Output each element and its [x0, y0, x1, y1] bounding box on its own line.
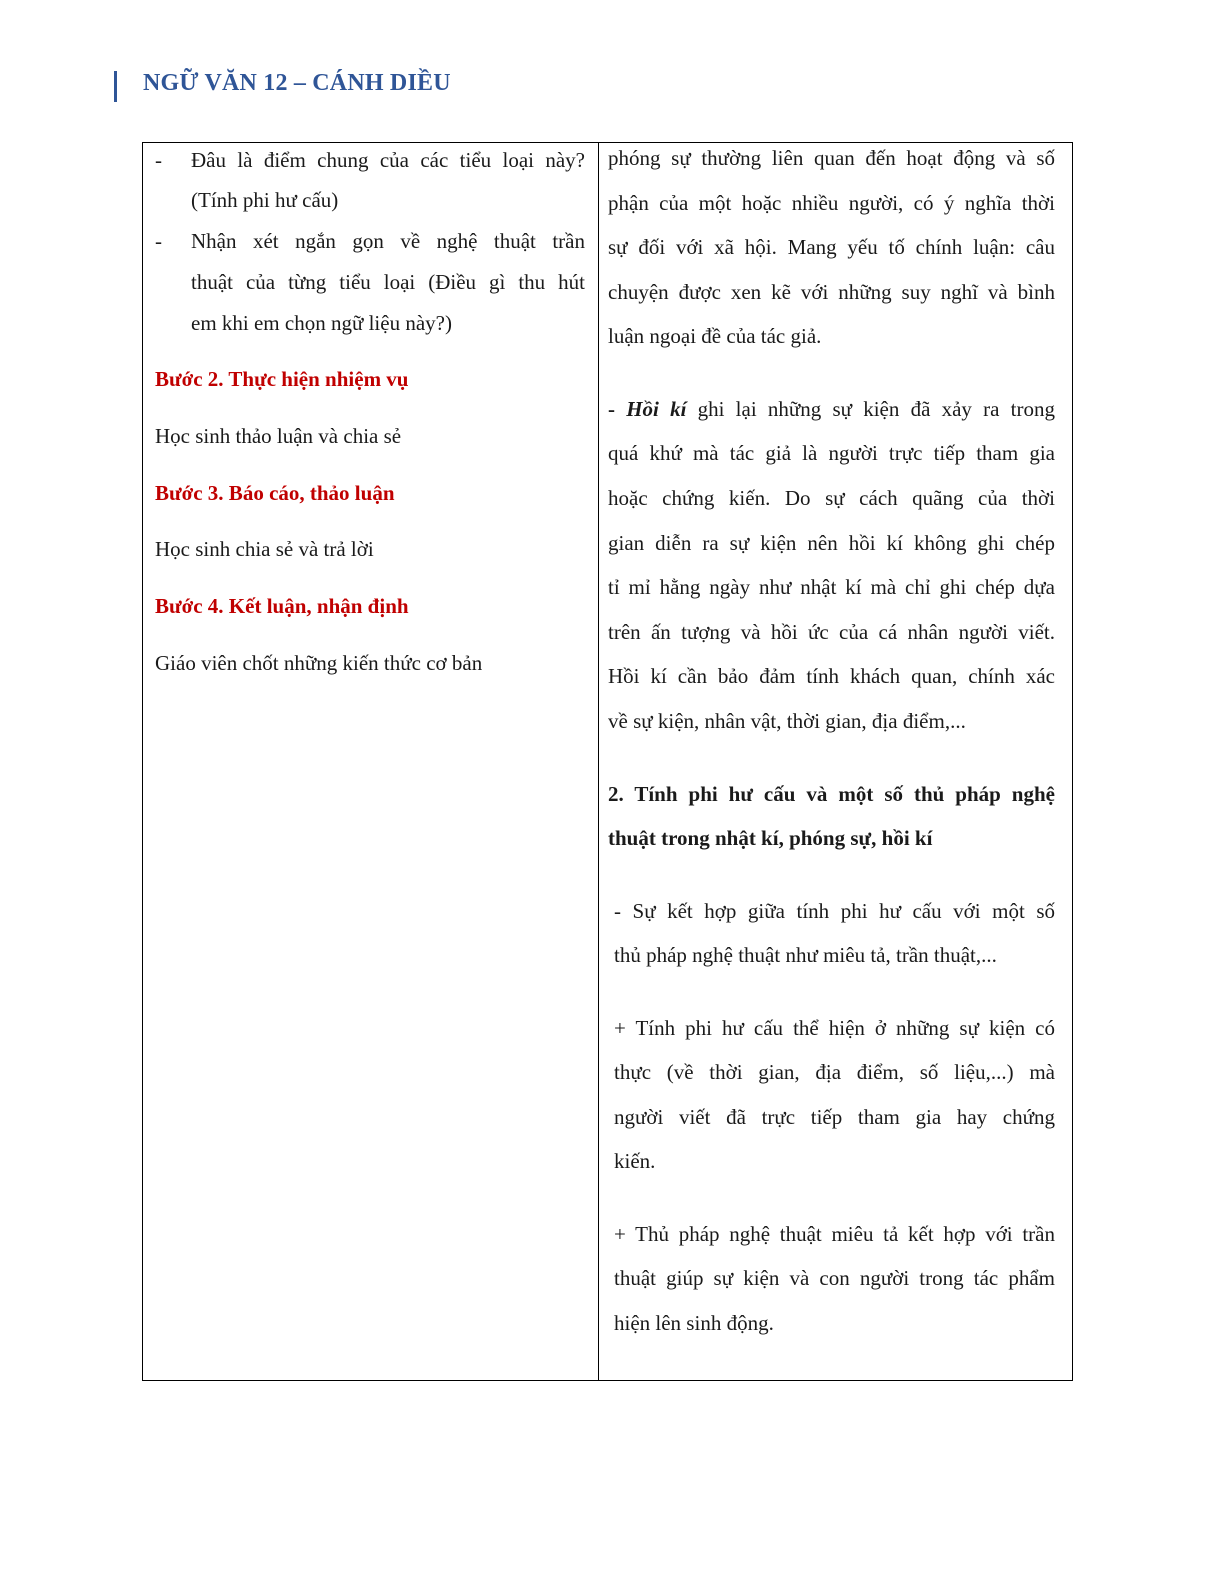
column-divider	[598, 143, 599, 1380]
phongsu-line-4: chuyện được xen kẽ với những suy nghĩ và bình	[608, 280, 1055, 304]
hoiki-term: Hồi kí	[626, 397, 687, 421]
question-2-line-1: Nhận xét ngắn gọn về nghệ thuật trần	[191, 229, 585, 253]
hoiki-line-1	[608, 397, 1055, 422]
section-2-heading-line-1: 2. Tính phi hư cấu và một số thủ pháp nghệ	[608, 782, 1055, 806]
step-3-heading: Bước 3. Báo cáo, thảo luận	[155, 481, 395, 505]
hoiki-line-7: Hồi kí cần bảo đảm tính khách quan, chính xác	[608, 664, 1055, 688]
question-1-line-2: (Tính phi hư cấu)	[191, 188, 339, 212]
phongsu-line-2: phận của một hoặc nhiều người, có ý nghĩa thời	[608, 191, 1055, 215]
phongsu-line-3: sự đối với xã hội. Mang yếu tố chính luận: câu	[608, 235, 1055, 259]
lesson-table	[142, 142, 1073, 1381]
technique-line-2: thuật giúp sự kiện và con người trong tác phẩm	[614, 1266, 1055, 1290]
bullet-dash: -	[155, 148, 162, 172]
nonfiction-line-1: + Tính phi hư cấu thể hiện ở những sự kiện có	[614, 1016, 1055, 1040]
step-3-text: Học sinh chia sẻ và trả lời	[155, 537, 374, 561]
bullet-dash: -	[155, 229, 162, 253]
step-2-text: Học sinh thảo luận và chia sẻ	[155, 424, 402, 448]
question-2-line-3: em khi em chọn ngữ liệu này?)	[191, 311, 452, 335]
technique-line-3: hiện lên sinh động.	[614, 1311, 774, 1335]
header-accent-bar	[114, 71, 117, 102]
nonfiction-line-2: thực (về thời gian, địa điểm, số liệu,...) mà	[614, 1060, 1055, 1084]
hoiki-line-1-rest: ghi lại những sự kiện đã xảy ra trong	[686, 397, 1055, 421]
nonfiction-line-3: người viết đã trực tiếp tham gia hay chứng	[614, 1105, 1055, 1129]
step-4-text: Giáo viên chốt những kiến thức cơ bản	[155, 651, 483, 675]
question-2-line-2: thuật của từng tiểu loại (Điều gì thu hút	[191, 270, 585, 294]
page-header-title: NGỮ VĂN 12 – CÁNH DIỀU	[143, 70, 451, 96]
nonfiction-line-4: kiến.	[614, 1149, 656, 1173]
phongsu-line-5: luận ngoại đề của tác giả.	[608, 324, 822, 348]
technique-line-1: + Thủ pháp nghệ thuật miêu tả kết hợp với trần	[614, 1222, 1055, 1246]
hoiki-line-3: hoặc chứng kiến. Do sự cách quãng của thời	[608, 486, 1055, 510]
phongsu-line-1: phóng sự thường liên quan đến hoạt động và số	[608, 146, 1055, 170]
section-2-heading-line-2: thuật trong nhật kí, phóng sự, hồi kí	[608, 826, 933, 850]
hoiki-line-8: về sự kiện, nhân vật, thời gian, địa điểm,...	[608, 709, 966, 733]
step-4-heading: Bước 4. Kết luận, nhận định	[155, 594, 409, 618]
step-2-heading: Bước 2. Thực hiện nhiệm vụ	[155, 367, 409, 391]
hoiki-dash: -	[608, 397, 627, 421]
hoiki-line-2: quá khứ mà tác giả là người trực tiếp tham gia	[608, 441, 1055, 465]
question-1-line-1: Đâu là điểm chung của các tiểu loại này?	[191, 148, 585, 172]
combination-line-1: - Sự kết hợp giữa tính phi hư cấu với một số	[614, 899, 1055, 923]
hoiki-line-6: trên ấn tượng và hồi ức của cá nhân người viết.	[608, 620, 1055, 644]
combination-line-2: thủ pháp nghệ thuật như miêu tả, trần thuật,...	[614, 943, 997, 967]
hoiki-line-4: gian diễn ra sự kiện nên hồi kí không ghi chép	[608, 531, 1055, 555]
hoiki-line-5: tỉ mỉ hằng ngày như nhật kí mà chỉ ghi chép dựa	[608, 575, 1055, 599]
